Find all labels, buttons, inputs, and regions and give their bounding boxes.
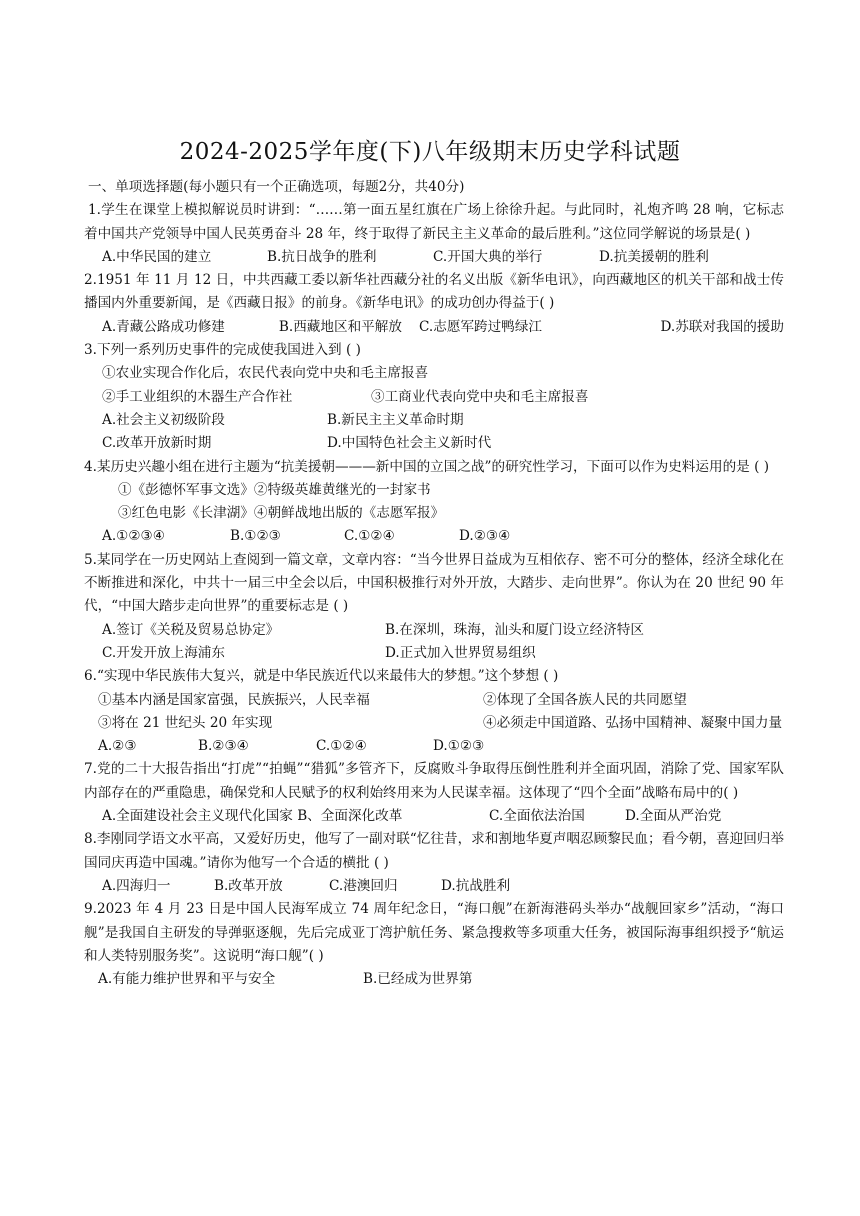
question-1-option-b: B.抗日战争的胜利 (267, 248, 377, 265)
question-8-option-a: A.四海归一 (102, 877, 171, 894)
question-2-option-a: A.青藏公路成功修建 (102, 318, 225, 335)
question-2-stem: 2.1951 年 11 月 12 日，中共西藏工委以新华社西藏分社的名义出版《新华电讯》，向西藏地区的机关干部和战士传播国内外重要新闻，是《西藏日报》的前身。《新华电讯》的成功创办得益于( ) (84, 272, 784, 312)
question-3-option-a: A.社会主义初级阶段 (102, 411, 225, 428)
question-4-options (84, 525, 784, 548)
question-8-option-d: D.抗战胜利 (441, 877, 511, 894)
question-4-option-c: C.①②④ (344, 528, 395, 545)
question-6-stem: 6.“实现中华民族伟大复兴，就是中华民族近代以来最伟大的梦想。”这个梦想 ( ) (84, 668, 559, 685)
question-2-option-d: D.苏联对我国的援助 (660, 318, 784, 335)
question-8-option-c: C.港澳回归 (329, 877, 398, 894)
question-3-option-b: B.新民主主义革命时期 (327, 411, 464, 428)
question-3-options-cd (84, 432, 784, 455)
question-5-option-a: A.签订《关税及贸易总协定》 (102, 621, 280, 638)
question-4-option-b: B.①②③ (230, 528, 281, 545)
question-7-stem: 7.党的二十大报告指出“打虎”“拍蝇”“猎狐”多管齐下，反腐败斗争取得压倒性胜利并全面巩固，消除了党、国家军队内部存在的严重隐患，确保党和人民赋予的权利始终用来为人民谋幸福。这体现了“四个全面”战略布局中的( ) (84, 761, 784, 801)
question-8-stem: 8.李刚同学语文水平高，又爱好历史，他写了一副对联“忆往昔，求和割地华夏声咽忍顾黎民血；看今朝，喜迎回归举国同庆再造中国魂。”请你为他写一个合适的横批 ( ) (84, 831, 784, 871)
question-3-items-2-3 (84, 386, 784, 409)
question-4-option-a: A.①②③④ (102, 528, 165, 545)
question-8-options (84, 875, 784, 898)
question-5-stem: 5.某同学在一历史网站上查阅到一篇文章，文章内容：“当今世界日益成为互相依存、密不可分的整体，经济全球化在不断推进和深化，中共十一届三中全会以后，中国积极推行对外开放，大踏步、走向世界”。你认为在 20 世纪 90 年代，“中国大踏步走向世界”的重要标志是 ( ) (84, 551, 784, 615)
question-7-option-a: A.全面建设社会主义现代化国家 (102, 808, 293, 825)
question-4-stem: 4.某历史兴趣小组在进行主题为“抗美援朝———新中国的立国之战”的研究性学习，下面可以作为史料运用的是 ( ) (84, 458, 770, 475)
question-7-options (84, 805, 784, 828)
question-1-stem: 1.学生在课堂上模拟解说员时讲到：“……第一面五星红旗在广场上徐徐升起。与此同时，礼炮齐鸣 28 响，它标志着中国共产党领导中国人民英勇奋斗 28 年，终于取得了新民主主义革命的最后胜利。”这位同学解说的场景是( ) (84, 202, 784, 242)
question-1-option-d: D.抗美援朝的胜利 (599, 248, 709, 265)
question-6-option-a: A.②③ (98, 738, 137, 755)
question-3-options-ab (84, 409, 784, 432)
question-4-option-d: D.②③④ (459, 528, 511, 545)
question-3-item-1-text: ①农业实现合作化后，农民代表向党中央和毛主席报喜 (102, 365, 429, 382)
question-2-option-b: B.西藏地区和平解放 (278, 318, 402, 335)
question-3-item-3-text: ③工商业代表向党中央和毛主席报喜 (371, 388, 589, 405)
question-4-items-1-2 (84, 479, 784, 502)
question-3-option-d: D.中国特色社会主义新时代 (327, 435, 492, 452)
question-8-option-b: B.改革开放 (214, 877, 283, 894)
question-9-option-a: A.有能力维护世界和平与安全 (98, 971, 276, 988)
question-7-option-d: D.全面从严治党 (625, 808, 722, 825)
exam-content (84, 176, 784, 991)
question-5-option-d: D.正式加入世界贸易组织 (385, 644, 536, 661)
question-6-item-1-text: ①基本内涵是国家富强，民族振兴，人民幸福 (98, 691, 370, 708)
question-4-items-3-4-text: ③红色电影《长津湖》④朝鲜战地出版的《志愿军报》 (118, 505, 445, 522)
question-3-stem: 3.下列一系列历史事件的完成使我国进入到 ( ) (84, 342, 361, 359)
question-6-item-3-text: ③将在 21 世纪头 20 年实现 (98, 714, 273, 731)
question-9-stem: 9.2023 年 4 月 23 日是中国人民海军成立 74 周年纪念日，“海口舰”在新海港码头举办“战舰回家乡”活动，“海口舰”是我国自主研发的导弹驱逐舰，先后完成亚丁湾护航任务、紧急搜救等多项重大任务，被国际海事组织授予“航运和人类特别服务奖”。这说明“海口舰”( ) (84, 901, 784, 964)
question-7-option-c: C.全面依法治国 (489, 808, 585, 825)
question-4-items-1-2-text: ①《彭德怀军事文选》②特级英雄黄继光的一封家书 (118, 481, 431, 498)
question-5-options-cd (84, 642, 784, 665)
question-3-item-1 (84, 362, 784, 385)
exam-title: 2024-2025学年度(下)八年级期末历史学科试题 (179, 139, 681, 165)
question-6-option-d: D.①②③ (433, 738, 485, 755)
question-5-option-c: C.开发开放上海浦东 (102, 644, 225, 661)
question-2-options (84, 316, 784, 339)
question-3-option-c: C.改革开放新时期 (102, 435, 212, 452)
section-heading-single-choice: 一、单项选择题(每小题只有一个正确选项，每题2分，共40分) (88, 179, 465, 195)
question-4-items-3-4 (84, 502, 784, 525)
question-1-option-a: A.中华民国的建立 (102, 248, 212, 265)
question-5-options-ab (84, 619, 784, 642)
question-6-item-2-text: ②体现了全国各族人民的共同愿望 (483, 691, 687, 708)
question-2-option-c: C.志愿军跨过鸭绿江 (419, 318, 543, 335)
question-6-option-c: C.①②④ (316, 738, 367, 755)
question-7-option-ab (102, 805, 489, 828)
question-9-option-b: B.已经成为世界第 (363, 971, 473, 988)
question-6-options (84, 735, 784, 758)
question-6-item-4-text: ④必须走中国道路、弘扬中国精神、凝聚中国力量 (483, 714, 783, 731)
question-5-option-b: B.在深圳，珠海，汕头和厦门设立经济特区 (385, 621, 644, 638)
question-6-items-3-4 (84, 712, 784, 735)
question-3-item-2-text: ②手工业组织的木器生产合作社 (102, 388, 293, 405)
question-1-option-c: C.开国大典的举行 (433, 248, 543, 265)
question-6-items-1-2 (84, 689, 784, 712)
question-6-option-b: B.②③④ (198, 738, 249, 755)
question-7-option-b: B、全面深化改革 (297, 808, 403, 825)
question-1-options (84, 246, 784, 269)
question-9-options-ab (84, 968, 784, 991)
